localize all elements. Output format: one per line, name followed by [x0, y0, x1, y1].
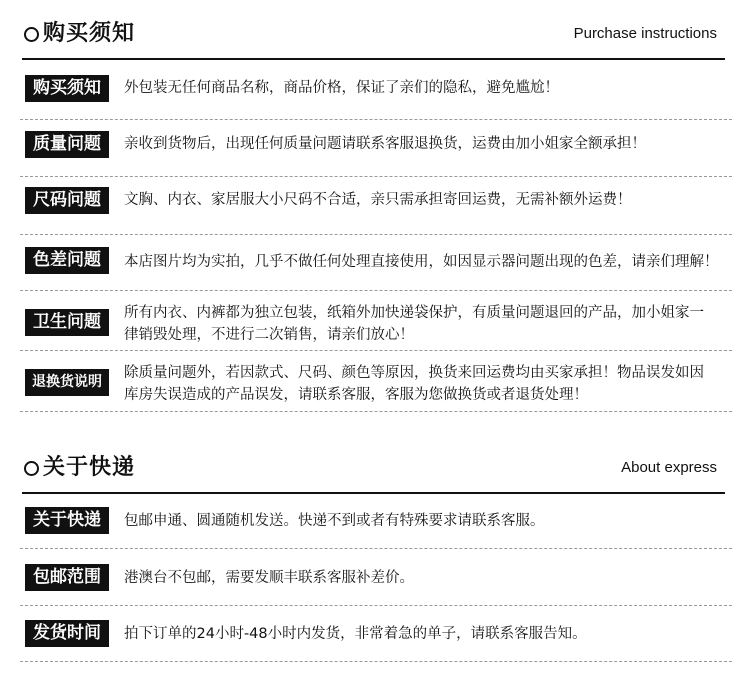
section-subtitle-en: Purchase instructions — [573, 25, 717, 42]
express-section-header — [22, 452, 725, 494]
info-row-express — [20, 502, 732, 549]
row-tag: 关于快递 — [25, 507, 109, 534]
row-text: 除质量问题外，若因款式、尺码、颜色等原因，换货来回运费均由买家承担！物品误发如因 库房失误造成的产品误发，请联系客服，客服为您做换货或者退货处理！ — [124, 365, 704, 403]
info-row-color — [20, 242, 732, 291]
row-tag: 卫生问题 — [25, 309, 109, 336]
row-text: 亲收到货物后，出现任何质量问题请联系客服退换货，运费由加小姐家全额承担！ — [124, 136, 646, 152]
row-text: 所有内衣、内裤都为独立包装，纸箱外加快递袋保护，有质量问题退回的产品，加小姐家一 律销毁处理，不进行二次销售，请亲们放心！ — [124, 305, 704, 343]
circle-bullet-icon — [24, 27, 39, 42]
circle-bullet-icon — [24, 461, 39, 476]
section-title: 关于快递 — [43, 455, 136, 480]
row-tag: 色差问题 — [25, 247, 109, 274]
row-tag: 质量问题 — [25, 131, 109, 158]
info-row-shipping-range — [20, 559, 732, 606]
row-tag: 尺码问题 — [25, 187, 109, 214]
section-subtitle-en: About express — [621, 459, 717, 476]
section-title: 购买须知 — [43, 21, 136, 46]
row-tag: 购买须知 — [25, 75, 109, 102]
info-row-delivery-time — [20, 615, 732, 662]
row-text: 包邮申通、圆通随机发送。快递不到或者有特殊要求请联系客服。 — [124, 513, 545, 529]
row-text: 本店图片均为实拍，几乎不做任何处理直接使用，如因显示器问题出现的色差，请亲们理解！ — [124, 254, 719, 270]
row-tag: 包邮范围 — [25, 564, 109, 591]
row-tag: 发货时间 — [25, 620, 109, 647]
row-text: 拍下订单的24小时-48小时内发货，非常着急的单子，请联系客服告知。 — [124, 626, 587, 642]
row-text: 外包装无任何商品名称，商品价格，保证了亲们的隐私，避免尴尬！ — [124, 80, 559, 96]
info-row-hygiene — [20, 298, 732, 351]
row-tag: 退换货说明 — [25, 369, 109, 396]
info-row-size — [20, 182, 732, 235]
info-row-quality — [20, 126, 732, 177]
row-text: 文胸、内衣、家居服大小尺码不合适，亲只需承担寄回运费，无需补额外运费！ — [124, 192, 632, 208]
info-row-returns — [20, 358, 732, 412]
purchase-section-header — [22, 18, 725, 60]
row-text: 港澳台不包邮，需要发顺丰联系客服补差价。 — [124, 570, 414, 586]
info-row-packaging — [20, 70, 732, 120]
